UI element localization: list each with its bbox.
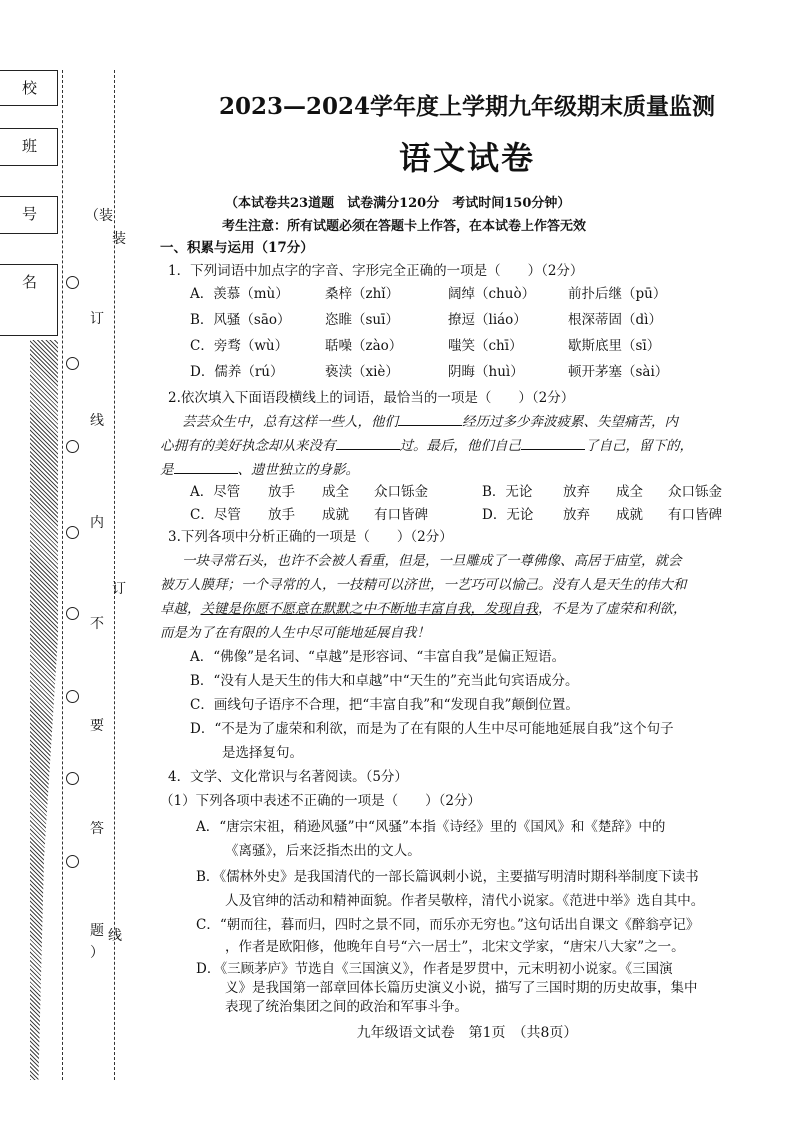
q2-option-b3: 成全 [616,484,643,500]
section-heading: 一、积累与运用（17分） [160,240,314,256]
binding-char: 订 [112,581,126,597]
q2-option-a1: A．尽管 [190,484,241,500]
q2-blank [521,438,585,450]
q2-option-d3: 成就 [616,507,643,523]
q3-option-d-line2: 是选择复句。 [222,745,303,761]
q2-option-a4: 众口铄金 [374,484,428,500]
q3-underlined-sentence: 关键是你愿不愿意在默默之中不断地丰富自我，发现自我 [200,601,538,617]
q2-text: 是 [160,462,174,478]
q4-option-b-line2: 人及官绅的活动和精神面貌。作者吴敬梓，清代小说家。《范进中举》选自其中。 [225,893,705,909]
q2-option-b2: 放弃 [563,484,590,500]
q4-option-a-line1: A．“唐宗宋祖，稍逊风骚”中“风骚”本指《诗经》里的《国风》和《楚辞》中的 [196,819,666,835]
q1-option-a-word4: 前扑后继（pū） [568,286,667,302]
q4-option-d-line3: 表现了统治集团之间的政治和军事斗争。 [225,999,468,1015]
q4-option-d-line2: 义》是我国第一部章回体长篇历史演义小说，描写了三国时期的历史故事，集中 [225,980,698,996]
q2-option-d2: 放弃 [563,507,590,523]
q2-option-c3: 成就 [322,507,349,523]
binding-char: 答 [90,821,104,837]
q4-option-b-line1: B．《儒林外史》是我国清代的一部长篇讽刺小说，主要描写明清时期科举制度下读书 [196,869,699,885]
binding-char: 内 [90,515,104,531]
q3-passage-line4: 而是为了在有限的人生中尽可能地延展自我！ [160,625,430,641]
q1-option-b-word3: 撩逗（liáo） [448,312,527,328]
question-1-stem: 1．下列词语中加点字的字音、字形完全正确的一项是（ ）（2分） [168,263,584,279]
q1-option-b-word4: 根深蒂固（dì） [568,312,662,328]
q3-text: ，不是为了虚荣和利欲， [538,601,687,617]
binding-hole [66,440,79,453]
q2-option-c1: C．尽管 [190,507,241,523]
q3-passage-line1: 一块寻常石头，也许不会被人看重，但是，一旦雕成了一尊佛像、高居于庙堂，就会 [182,553,682,569]
q2-option-c2: 放手 [268,507,295,523]
q2-option-b4: 众口铄金 [668,484,722,500]
binding-hole [66,276,79,289]
q1-option-d-word4: 顿开茅塞（sài） [568,364,669,380]
q2-option-a2: 放手 [268,484,295,500]
q2-text: 了自己，留下的， [585,438,693,454]
binding-hole [66,357,79,370]
binding-char: ） [90,945,104,961]
q2-option-b1: B．无论 [482,484,533,500]
q1-option-a-word2: 桑梓（zhǐ） [325,286,400,302]
q1-option-c-word4: 歇斯底里（sī） [568,338,661,354]
exam-info: （本试卷共23道题 试卷满分120分 考试时间150分钟） [225,196,571,211]
question-3-stem: 3.下列各项中分析正确的一项是（ ）（2分） [168,529,453,545]
q2-option-d1: D．无论 [482,507,534,523]
q2-option-a3: 成全 [322,484,349,500]
q3-option-c: C．画线句子语序不合理，把“丰富自我”和“发现自我”颠倒位置。 [190,697,579,713]
binding-hole [66,607,79,620]
binding-hole [66,526,79,539]
school-label: 校 [22,79,38,97]
q1-option-b-word1: B．风骚（sāo） [190,312,291,328]
binding-dotted-line-outer [62,70,63,1080]
page-footer: 九年级语文试卷 第1页 （共8页） [356,1025,578,1041]
class-label: 班 [22,137,38,155]
binding-char: 线 [90,413,104,429]
question-2-stem: 2.依次填入下面语段横线上的词语，最恰当的一项是（ ）（2分） [168,390,575,406]
binding-char: 不 [90,616,104,632]
q2-blank [174,462,238,474]
binding-hatch [30,340,58,1080]
binding-hole [66,772,79,785]
exam-title: 2023—2024学年度上学期九年级期末质量监测 [218,93,716,120]
q4-option-c-line2: ，作者是欧阳修，他晚年自号“六一居士”，北宋文学家，“唐宋八大家”之一。 [225,939,685,955]
q2-blank [398,414,462,426]
q2-text: 、遗世独立的身影。 [237,462,359,478]
q3-text: 卓越， [160,601,201,617]
binding-char: 订 [90,311,104,327]
q3-option-b: B．“没有人是天生的伟大和卓越”中“天生的”充当此句宾语成分。 [190,673,579,689]
q3-option-a: A．“佛像”是名词、“卓越”是形容词、“丰富自我”是偏正短语。 [190,649,566,665]
q2-option-c4: 有口皆碑 [374,507,428,523]
q3-passage-line3 [160,597,687,617]
name-label: 名 [22,273,38,291]
binding-char: 装 [112,231,126,247]
q2-blank [336,438,400,450]
q2-text: 芸芸众生中，总有这样一些人，他们 [182,414,398,430]
q1-option-c-word3: 嗤笑（chī） [448,338,523,354]
number-label: 号 [22,205,38,223]
binding-char: 要 [90,718,104,734]
q1-option-a-word3: 阔绰（chuò） [448,286,536,302]
binding-char: （装 [85,208,113,224]
number-box [0,196,58,234]
subject-title: 语文试卷 [398,139,535,177]
q4-sub1-stem: （1）下列各项中表述不正确的一项是（ ）（2分） [160,793,481,809]
question-4-stem: 4．文学、文化常识与名著阅读。（5分） [168,769,408,785]
binding-hole [66,690,79,703]
q2-passage-line1 [182,410,678,430]
q2-text: 过。最后，他们自己 [399,438,521,454]
binding-char: 题 [90,923,104,939]
q1-option-a-word1: A．羡慕（mù） [190,286,289,302]
binding-hole [66,855,79,868]
q1-option-d-word1: D．儒养（rú） [190,364,284,380]
q1-option-c-word1: C．旁骛（wù） [190,338,289,354]
name-box [0,264,58,336]
q1-option-d-word3: 阴晦（huì） [448,364,524,380]
binding-char: 线 [108,928,122,944]
q2-passage-line3 [160,458,359,478]
q1-option-b-word2: 恣睢（suī） [325,312,399,328]
q2-text: 心拥有的美好执念却从来没有 [160,438,336,454]
q3-passage-line2: 被万人膜拜；一个寻常的人，一技精可以济世，一艺巧可以愉己。没有人是天生的伟大和 [160,577,687,593]
q3-option-d-line1: D．“不是为了虚荣和利欲，而是为了在有限的人生中尽可能地延展自我”这个句子 [190,721,674,737]
q2-passage-line2 [160,434,693,454]
q4-option-c-line1: C．“朝而往，暮而归，四时之景不同，而乐亦无穷也。”这句话出自课文《醉翁亭记》 [196,917,700,933]
q2-option-d4: 有口皆碑 [668,507,722,523]
q1-option-d-word2: 亵渎（xiè） [325,364,399,380]
q4-option-a-line2: 《离骚》，后来泛指杰出的文人。 [225,843,421,859]
exam-notice: 考生注意：所有试题必须在答题卡上作答，在本试卷上作答无效 [222,219,587,234]
q4-option-d-line1: D．《三顾茅庐》节选自《三国演义》，作者是罗贯中，元末明初小说家。《三国演 [196,961,673,977]
q2-text: 经历过多少奔波疲累、失望痛苦，内 [462,414,678,430]
q1-option-c-word2: 聒噪（zào） [325,338,403,354]
